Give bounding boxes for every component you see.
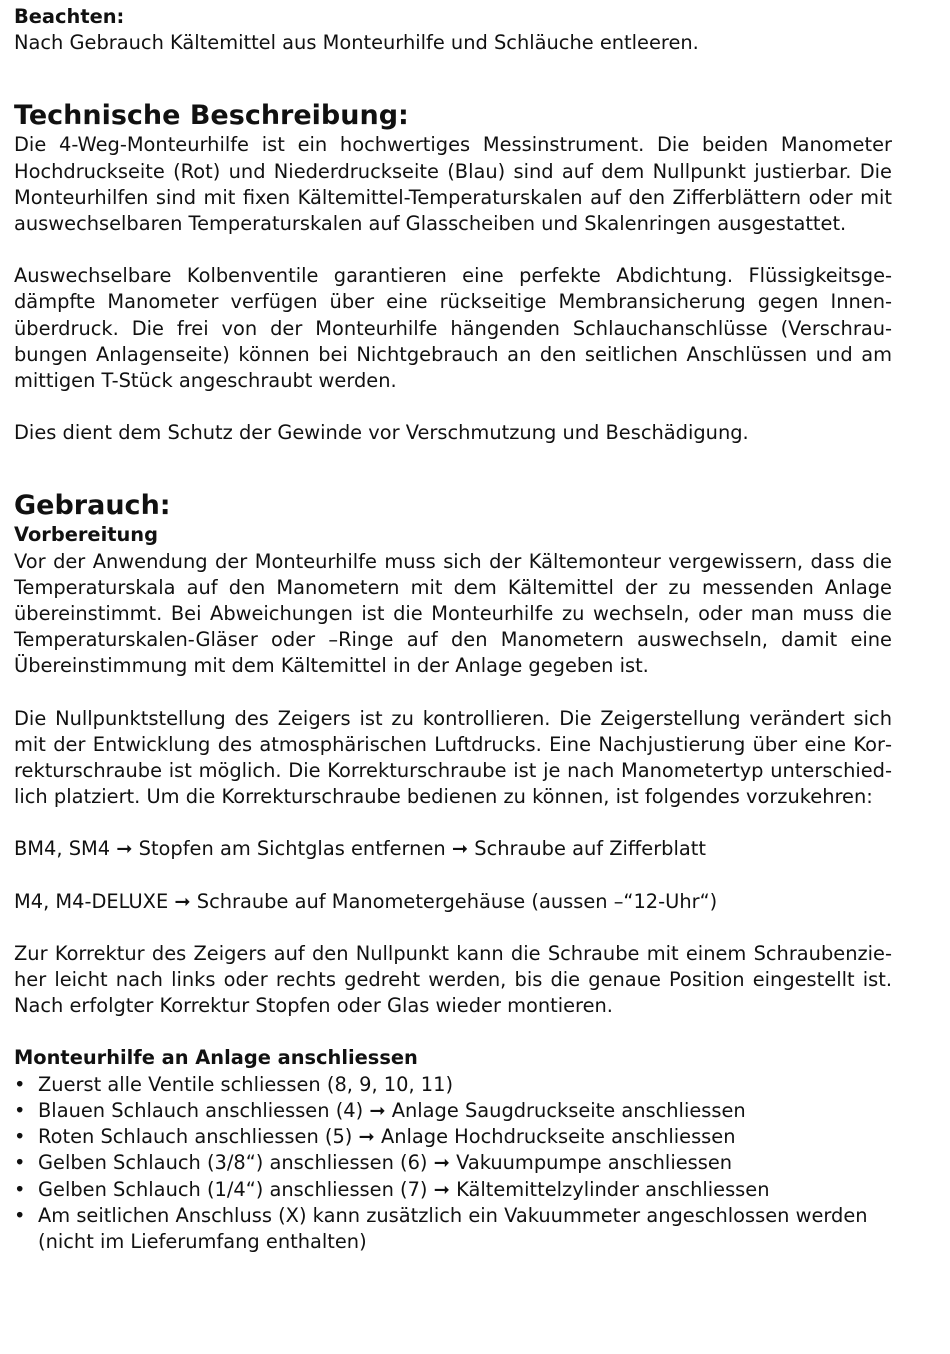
spacer xyxy=(14,446,892,490)
m4-instruction: M4, M4-DELUXE ➞ Schraube auf Manometergehäuse (aussen –“12-Uhr“) xyxy=(14,889,718,913)
list-item xyxy=(14,1203,892,1255)
usage-paragraph-3: Zur Korrektur des Zeigers auf den Nullpunkt kann die Schraube mit einem Schraubenzieher leicht nach links oder rechts gedreht werden, bis die genaue Position eingestellt ist. Nach erfolgter Korrektur Stopfen oder Glas wieder montieren. xyxy=(14,941,892,1018)
spacer xyxy=(14,1019,892,1045)
usage-paragraph-2: Die Nullpunktstellung des Zeigers ist zu kontrollieren. Die Zeigerstellung verändert sich mit der Entwicklung des atmosphärischen Luftdrucks. Eine Nachjustierung über eine Korrekturschraube ist möglich. Die Korrekturschraube ist je nach Manometertyp unterschiedlich platziert. Um die Korrekturschraube bedienen zu können, ist folgendes vorzukehren: xyxy=(14,706,892,809)
usage-paragraph-1: Vor der Anwendung der Monteurhilfe muss sich der Kältemonteur vergewissern, dass die Temperaturskala auf den Manometern mit dem Kältemittel der zu messenden Anlage übereinstimmt. Bei Abweichungen ist die Monteurhilfe zu wechseln, oder man muss die Temperaturskalen-Gläser oder –Ringe auf den Manometern auswechseln, damit eine Übereinstimmung mit dem Kältemittel in der Anlage gegeben ist. xyxy=(14,549,892,678)
list-item xyxy=(14,1177,892,1203)
bullet-icon: • xyxy=(14,1125,26,1149)
spacer xyxy=(14,810,892,836)
list-item xyxy=(14,1150,892,1176)
list-item-text: Gelben Schlauch (1/4“) anschliessen (7) ➞ Kältemittelzylinder anschliessen xyxy=(38,1177,770,1201)
list-item-text: Roten Schlauch anschliessen (5) ➞ Anlage Hochdruckseite anschliessen xyxy=(38,1125,736,1149)
technical-heading: Technische Beschreibung: xyxy=(14,100,409,132)
bullet-icon: • xyxy=(14,1072,26,1096)
bullet-icon: • xyxy=(14,1151,26,1175)
technical-paragraph-2: Auswechselbare Kolbenventile garantieren eine perfekte Abdichtung. Flüssigkeitsgedämpfte Manometer verfügen über eine rückseitige Membransicherung gegen Innenüberdruck. Die frei von der Monteurhilfe hängenden Schlauchanschlüsse (Verschraubungen Anlagenseite) können bei Nichtgebrauch an den seitlichen Anschlüssen und am mittigen T-Stück angeschraubt werden. xyxy=(14,264,892,393)
list-item xyxy=(14,1098,892,1124)
bullet-icon: • xyxy=(14,1098,26,1122)
technical-paragraph-1: Die 4-Weg-Monteurhilfe ist ein hochwertiges Messinstrument. Die beiden Manometer Hochdruckseite (Rot) und Niederdruckseite (Blau) sind auf dem Nullpunkt justierbar. Die Monteurhilfen sind mit fixen Kältemittel-Temperaturskalen auf den Zifferblättern oder mit auswechselbaren Temperaturskalen auf Glasscheiben und Skalenringen ausgestattet. xyxy=(14,133,892,236)
list-item-text: Gelben Schlauch (3/8“) anschliessen (6) ➞ Vakuumpumpe anschliessen xyxy=(38,1151,733,1175)
connect-heading: Monteurhilfe an Anlage anschliessen xyxy=(14,1046,418,1070)
list-item-text: Blauen Schlauch anschliessen (4) ➞ Anlage Saugdruckseite anschliessen xyxy=(38,1098,746,1122)
bm4-instruction: BM4, SM4 ➞ Stopfen am Sichtglas entfernen ➞ Schraube auf Zifferblatt xyxy=(14,837,706,861)
note-heading: Beachten: xyxy=(14,5,125,28)
spacer xyxy=(14,237,892,263)
document-page xyxy=(14,4,892,1255)
list-item xyxy=(14,1124,892,1150)
list-item-text: Am seitlichen Anschluss (X) kann zusätzlich ein Vakuummeter angeschlossen werden (nicht im Lieferumfang enthalten) xyxy=(38,1203,868,1253)
connect-steps-list xyxy=(14,1072,892,1255)
spacer xyxy=(14,394,892,420)
list-item-text: Zuerst alle Ventile schliessen (8, 9, 10, 11) xyxy=(38,1072,454,1096)
spacer xyxy=(14,680,892,706)
spacer xyxy=(14,915,892,941)
note-text: Nach Gebrauch Kältemittel aus Monteurhilfe und Schläuche entleeren. xyxy=(14,31,699,55)
preparation-heading: Vorbereitung xyxy=(14,523,158,547)
list-item xyxy=(14,1072,892,1098)
bullet-icon: • xyxy=(14,1177,26,1201)
technical-paragraph-3: Dies dient dem Schutz der Gewinde vor Verschmutzung und Beschädigung. xyxy=(14,421,749,445)
spacer xyxy=(14,56,892,100)
spacer xyxy=(14,863,892,889)
bullet-icon: • xyxy=(14,1203,26,1227)
usage-heading: Gebrauch: xyxy=(14,490,171,522)
